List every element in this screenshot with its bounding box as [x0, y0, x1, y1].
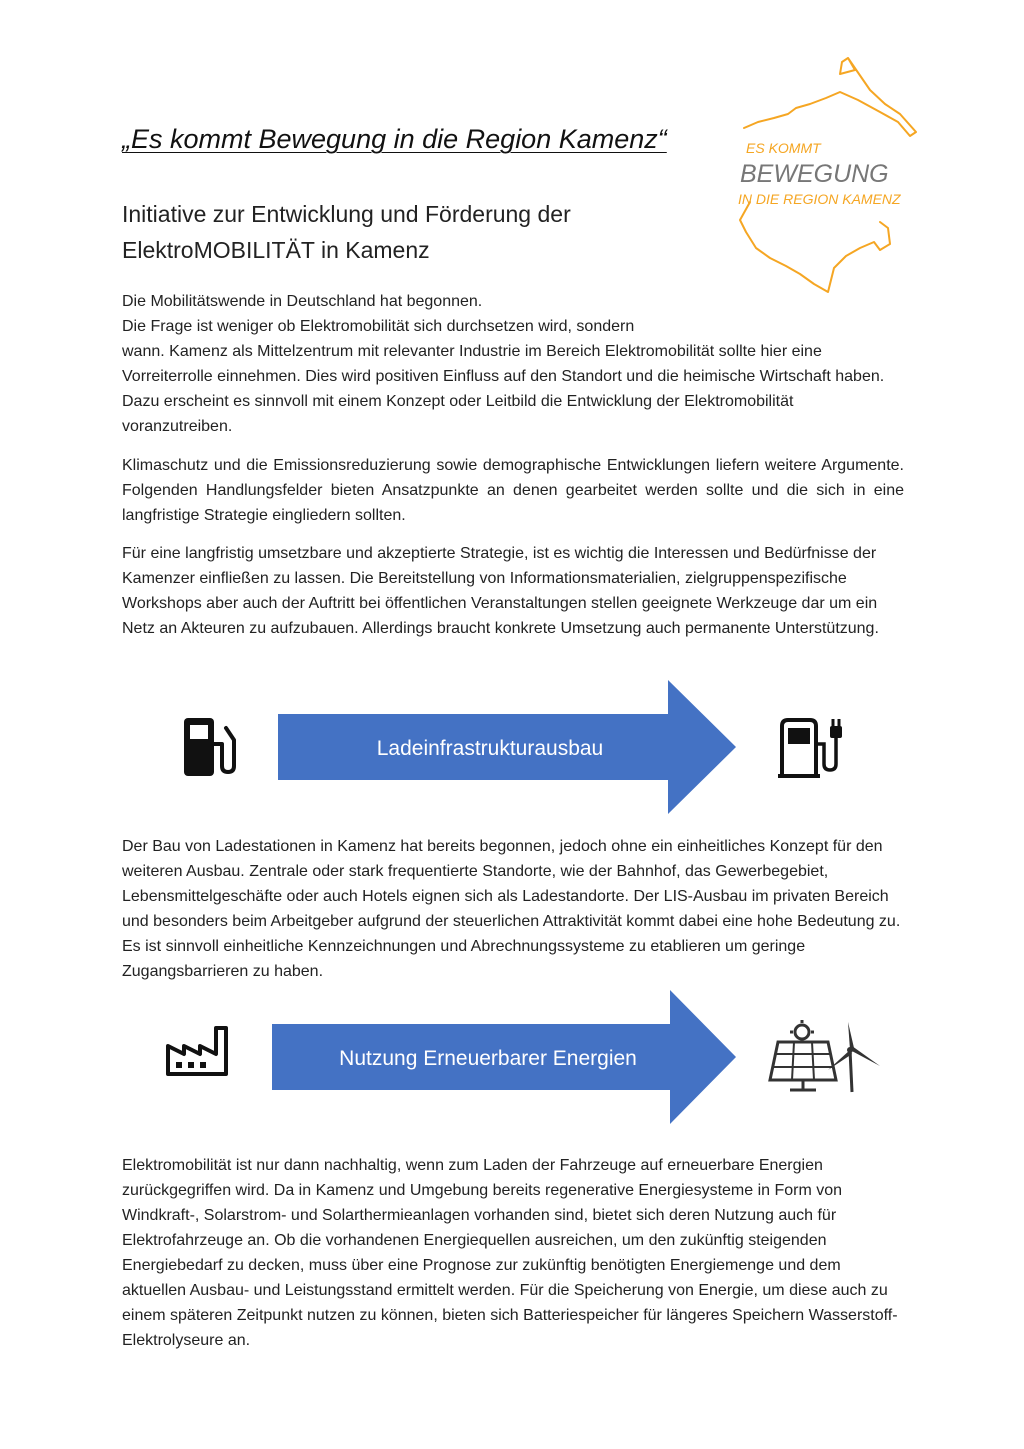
logo-line-3: IN DIE REGION KAMENZ	[738, 191, 901, 207]
ev-charger-icon	[776, 714, 844, 780]
logo-line-1: ES KOMMT	[746, 140, 821, 156]
intro-line-2: Die Frage ist weniger ob Elektromobilität sich durchsetzen wird, sondern	[122, 318, 635, 335]
intro-paragraph	[122, 289, 904, 439]
subtitle-line-1: Initiative zur Entwicklung und Förderung der	[122, 201, 571, 227]
paragraph-strategy: Für eine langfristig umsetzbare und akzeptierte Strategie, ist es wichtig die Interessen und Bedürfnisse der Kamenzer einfließen zu lassen. Die Bereitstellung von Informationsmaterialien, zielgruppenspezifische Workshops aber auch der Auftritt bei öffentlichen Veranstaltungen stellen geeignete Werkzeuge dar um ein Netz an Akteuren zu aufzubauen. Allerdings braucht konkrete Umsetzung auch permanente Unterstützung.	[122, 545, 879, 637]
paragraph-erneuerbare: Elektromobilität ist nur dann nachhaltig, wenn zum Laden der Fahrzeuge auf erneuerbare Energien zurückgegriffen wird. Da in Kamenz und Umgebung bereits regenerative Energiesysteme in Form von Windkraft-, Solarstrom- und Solarthermieanlagen vorhanden sind, bietet sich deren Nutzung auch für Elektrofahrzeuge an. Ob die vorhandenen Energiequellen ausreichen, um den zukünftig steigenden Energiebedarf zu decken, muss über eine Prognose zur zukünftig benötigten Energiemenge und dem aktuellen Ausbau- und Leistungsstand ermittelt werden. Für die Speicherung von Energie, um diese auch zu einem späteren Zeitpunkt nutzen zu können, bieten sich Batteriespeicher für längeres Speichern Wasserstoff-Elektrolyseure an.	[122, 1157, 898, 1349]
solar-wind-icon	[768, 1020, 888, 1096]
paragraph-ladestationen: Der Bau von Ladestationen in Kamenz hat bereits begonnen, jedoch ohne ein einheitliches Konzept für den weiteren Ausbau. Zentrale oder stark frequentierte Standorte, wie der Bahnhof, das Gewerbegebiet, Lebensmittelgeschäfte oder auch Hotels eignen sich als Ladestandorte. Der LIS-Ausbau im privaten Bereich und besonders beim Arbeitgeber aufgrund der steuerlichen Attraktivität kommt dabei eine hohe Bedeutung zu. Es ist sinnvoll einheitliche Kennzeichnungen und Abrechnungssysteme zu etablieren um geringe Zugangsbarrieren zu haben.	[122, 838, 901, 980]
region-kamenz-logo	[730, 52, 925, 297]
page-subtitle	[122, 196, 722, 268]
factory-icon	[164, 1024, 232, 1078]
subtitle-line-2: ElektroMOBILITÄT in Kamenz	[122, 237, 430, 263]
paragraph-climate: Klimaschutz und die Emissionsreduzierung sowie demographische Entwicklungen liefern weitere Argumente. Folgenden Handlungsfelder bieten Ansatzpunkte an denen gearbeitet werden sollte und die sich in eine langfristige Strategie eingliedern sollten.	[122, 457, 904, 524]
logo-line-2: BEWEGUNG	[740, 160, 889, 188]
page-title: „Es kommt Bewegung in die Region Kamenz“	[122, 124, 667, 154]
fuel-pump-icon	[180, 714, 236, 778]
intro-rest: wann. Kamenz als Mittelzentrum mit relevanter Industrie im Bereich Elektromobilität sollte hier eine Vorreiterrolle einnehmen. Dies wird positiven Einfluss auf den Standort und die heimische Wirtschaft haben. Dazu erscheint es sinnvoll mit einem Konzept oder Leitbild die Entwicklung der Elektromobilität voranzutreiben.	[122, 343, 885, 435]
arrow-ladeinfrastruktur	[270, 680, 740, 814]
arrow-erneuerbare-energien	[266, 990, 740, 1124]
arrow-2-label: Nutzung Erneuerbarer Energien	[339, 1047, 637, 1070]
intro-line-1: Die Mobilitätswende in Deutschland hat begonnen.	[122, 293, 483, 310]
arrow-1-label: Ladeinfrastrukturausbau	[376, 737, 604, 760]
